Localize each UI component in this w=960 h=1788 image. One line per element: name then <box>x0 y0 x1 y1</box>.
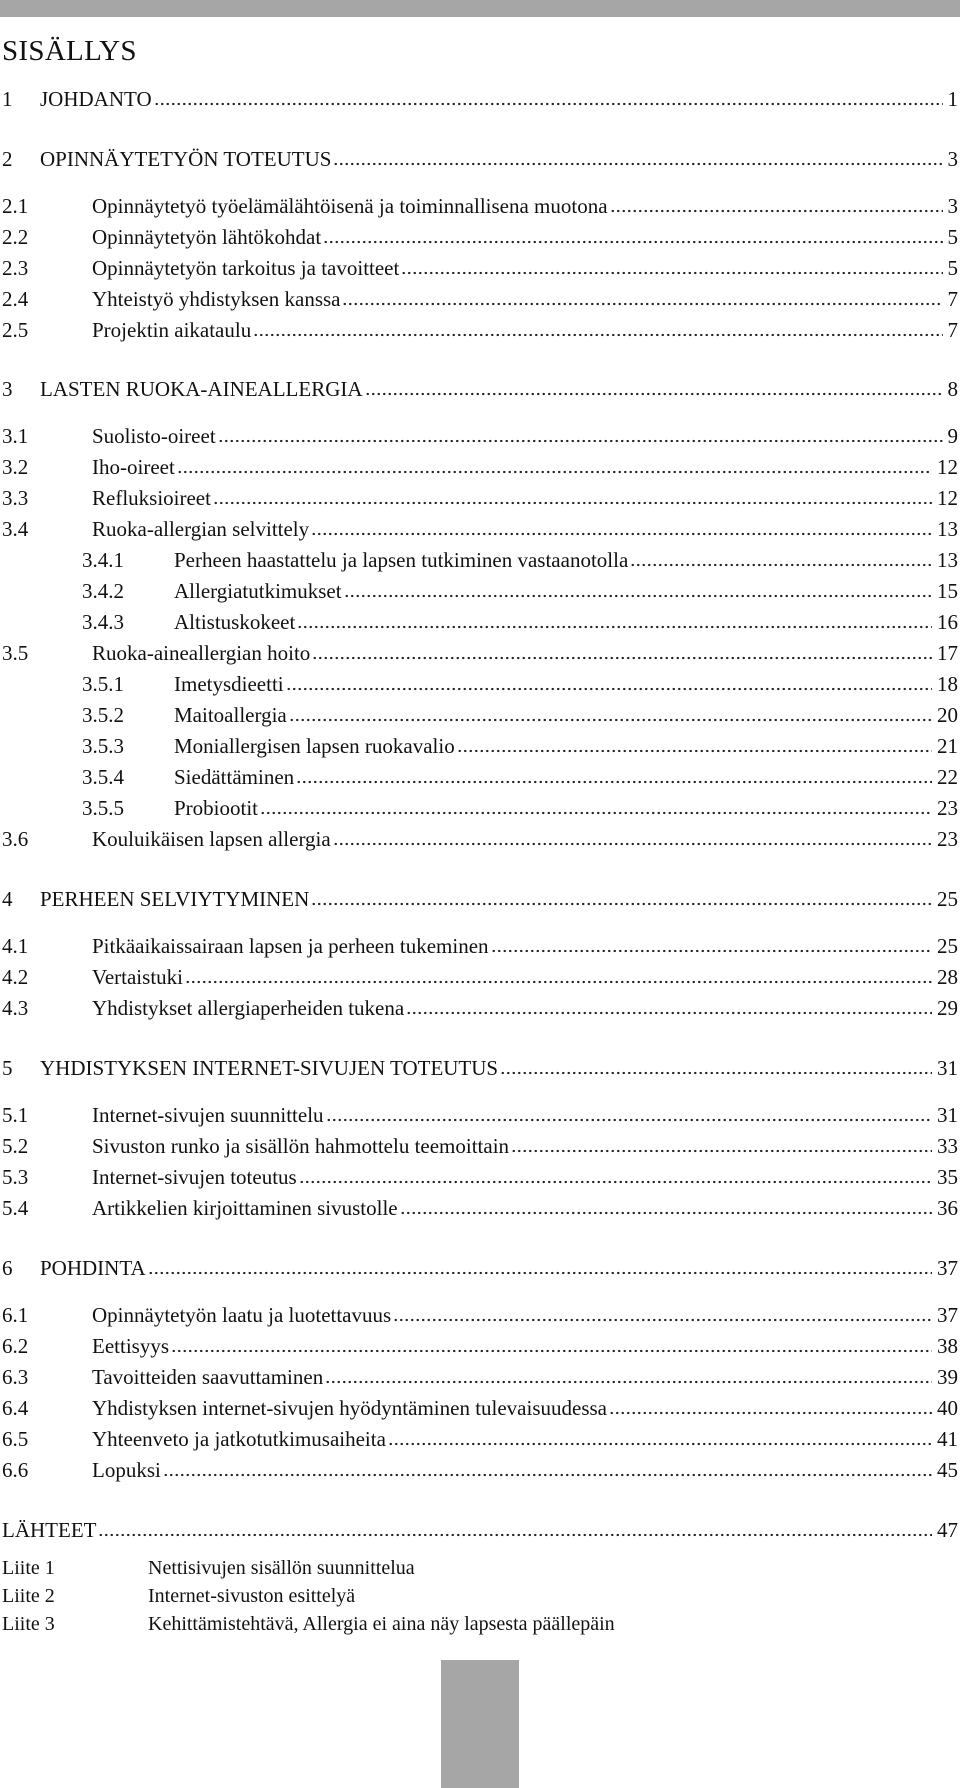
toc-entry-title: Artikkelien kirjoittaminen sivustolle <box>92 1196 398 1220</box>
toc-entry-page: 37 <box>937 1303 958 1327</box>
toc-entry-title: Internet-sivujen suunnittelu <box>92 1103 324 1127</box>
toc-dot-leader <box>185 962 932 984</box>
toc-entry[interactable] <box>0 253 958 283</box>
toc-entry-number: 3.4.1 <box>82 548 124 572</box>
toc-dot-leader <box>163 1455 932 1477</box>
toc-entry-page: 23 <box>937 827 958 851</box>
toc-dot-leader <box>610 191 943 213</box>
toc-entry[interactable] <box>0 762 958 792</box>
toc-dot-leader <box>311 884 932 906</box>
toc-entry-number: 3.5.2 <box>82 703 124 727</box>
toc-entry-number: 6.3 <box>2 1365 29 1389</box>
attachment-title: Nettisivujen sisällön suunnittelua <box>148 1557 415 1579</box>
toc-entry-title: Moniallergisen lapsen ruokavalio <box>174 734 455 758</box>
toc-entry[interactable] <box>0 884 958 914</box>
toc-entry[interactable] <box>0 1053 958 1083</box>
toc-entry-page: 40 <box>937 1396 958 1420</box>
toc-entry[interactable] <box>0 144 958 174</box>
toc-entry-page: 3 <box>947 147 958 171</box>
toc-entry-page: 25 <box>937 934 958 958</box>
toc-entry-title: Iho-oireet <box>92 455 175 479</box>
toc-entry[interactable] <box>0 452 958 482</box>
toc-entry-title: PERHEEN SELVIYTYMINEN <box>40 887 310 911</box>
toc-entry[interactable] <box>0 222 958 252</box>
toc-entry[interactable] <box>0 374 958 404</box>
toc-entry-title: POHDINTA <box>40 1256 146 1280</box>
toc-dot-leader <box>491 931 932 953</box>
toc-entry-title: Ruoka-allergian selvittely <box>92 517 310 541</box>
toc-entry-title: Siedättäminen <box>174 765 295 789</box>
toc-entry-page: 3 <box>947 194 958 218</box>
toc-entry-page: 5 <box>947 225 958 249</box>
attachment-title: Internet-sivuston esittelyä <box>148 1585 356 1607</box>
toc-dot-leader <box>286 669 932 691</box>
toc-entry-title: Sivuston runko ja sisällön hahmottelu teemoittain <box>92 1134 510 1158</box>
toc-entry-number: 6.6 <box>2 1458 29 1482</box>
toc-entry-page: 17 <box>937 641 958 665</box>
toc-entry-title: Yhteenveto ja jatkotutkimusaiheita <box>92 1427 386 1451</box>
toc-entry[interactable] <box>0 421 958 451</box>
toc-entry-number: 5 <box>2 1056 13 1080</box>
toc-entry-page: 5 <box>947 256 958 280</box>
attachment-label: Liite 3 <box>2 1613 55 1635</box>
toc-entry-title: LASTEN RUOKA-AINEALLERGIA <box>40 377 363 401</box>
toc-entry-title: Yhdistykset allergiaperheiden tukena <box>92 996 405 1020</box>
toc-entry-title: Imetysdieetti <box>174 672 284 696</box>
toc-dot-leader <box>393 1300 932 1322</box>
toc-dot-leader <box>311 514 932 536</box>
toc-entry-title: Maitoallergia <box>174 703 287 727</box>
toc-dot-leader <box>323 222 942 244</box>
toc-entry-number: 2.5 <box>2 318 29 342</box>
toc-entry-page: 33 <box>937 1134 958 1158</box>
toc-entry[interactable] <box>0 993 958 1023</box>
toc-entry-title: Eettisyys <box>92 1334 169 1358</box>
toc-entry[interactable] <box>0 638 958 668</box>
toc-entry-title: Tavoitteiden saavuttaminen <box>92 1365 324 1389</box>
toc-dot-leader <box>400 1193 932 1215</box>
toc-entry-number: 3.4 <box>2 517 29 541</box>
toc-entry[interactable] <box>0 700 958 730</box>
toc-entry-title: Suolisto-oireet <box>92 424 216 448</box>
toc-entry-number: 2.1 <box>2 194 29 218</box>
attachment-title: Kehittämistehtävä, Allergia ei aina näy lapsesta päällepäin <box>148 1613 615 1635</box>
toc-entry-page: 45 <box>937 1458 958 1482</box>
toc-dot-leader <box>511 1131 932 1153</box>
toc-entry-page: 15 <box>937 579 958 603</box>
toc-dot-leader <box>177 452 932 474</box>
toc-entry-title: Probiootit <box>174 796 259 820</box>
toc-entry[interactable] <box>0 731 958 761</box>
toc-dot-leader <box>457 731 932 753</box>
toc-entry-title: Opinnäytetyön lähtökohdat <box>92 225 322 249</box>
toc-entry-number: 2.3 <box>2 256 29 280</box>
toc-entry[interactable] <box>0 545 958 575</box>
toc-entry-number: 6.5 <box>2 1427 29 1451</box>
toc-entry-title: Pitkäaikaissairaan lapsen ja perheen tukeminen <box>92 934 489 958</box>
toc-entry-number: 6.4 <box>2 1396 29 1420</box>
toc-entry-number: 6.1 <box>2 1303 29 1327</box>
toc-entry-number: 4.2 <box>2 965 29 989</box>
toc-entry[interactable] <box>0 1300 958 1330</box>
toc-entry-page: 37 <box>937 1256 958 1280</box>
toc-entry[interactable] <box>0 607 958 637</box>
toc-entry[interactable] <box>0 1362 958 1392</box>
toc-dot-leader <box>289 700 932 722</box>
toc-entry-number: 6.2 <box>2 1334 29 1358</box>
toc-entry-page: 8 <box>947 377 958 401</box>
toc-entry-number: 6 <box>2 1256 13 1280</box>
toc-dot-leader <box>500 1053 932 1075</box>
attachment-item <box>2 1554 415 1582</box>
toc-entry[interactable] <box>0 793 958 823</box>
toc-dot-leader <box>333 144 942 166</box>
attachment-label: Liite 1 <box>2 1557 55 1579</box>
toc-entry-title: Opinnäytetyön laatu ja luotettavuus <box>92 1303 392 1327</box>
toc-entry-number: 3.5.3 <box>82 734 124 758</box>
attachment-label: Liite 2 <box>2 1585 55 1607</box>
toc-entry-title: Projektin aikataulu <box>92 318 252 342</box>
toc-entry-number: 5.1 <box>2 1103 29 1127</box>
toc-entry-number: 3.5.5 <box>82 796 124 820</box>
toc-entry[interactable] <box>0 1253 958 1283</box>
toc-entry-number: 3.6 <box>2 827 29 851</box>
attachment-item <box>2 1582 355 1610</box>
toc-entry-title: Yhdistyksen internet-sivujen hyödyntäminen tulevaisuudessa <box>92 1396 607 1420</box>
toc-entry[interactable] <box>0 1424 958 1454</box>
toc-entry[interactable] <box>0 669 958 699</box>
toc-entry-page: 28 <box>937 965 958 989</box>
toc-dot-leader <box>344 576 932 598</box>
toc-dot-leader <box>218 421 943 443</box>
toc-entry-title: Vertaistuki <box>92 965 183 989</box>
toc-entry-title: Opinnäytetyön tarkoitus ja tavoitteet <box>92 256 400 280</box>
toc-entry[interactable] <box>0 84 958 114</box>
toc-dot-leader <box>98 1515 932 1537</box>
toc-dot-leader <box>630 545 932 567</box>
header-bar <box>0 0 960 17</box>
toc-entry-number: 4.3 <box>2 996 29 1020</box>
toc-entry-page: 7 <box>947 287 958 311</box>
toc-dot-leader <box>312 638 932 660</box>
page-title: SISÄLLYS <box>2 35 137 67</box>
toc-entry[interactable] <box>0 191 958 221</box>
toc-dot-leader <box>253 315 942 337</box>
toc-entry-title: Refluksioireet <box>92 486 211 510</box>
toc-dot-leader <box>148 1253 932 1275</box>
toc-entry[interactable] <box>0 1455 958 1485</box>
toc-entry[interactable] <box>0 1100 958 1130</box>
toc-entry-page: 22 <box>937 765 958 789</box>
toc-entry-number: 3.3 <box>2 486 29 510</box>
toc-entry-number: 2 <box>2 147 13 171</box>
toc-entry[interactable] <box>0 315 958 345</box>
toc-entry-title: OPINNÄYTETYÖN TOTEUTUS <box>40 147 332 171</box>
toc-entry-title: Perheen haastattelu ja lapsen tutkiminen vastaanotolla <box>174 548 629 572</box>
toc-dot-leader <box>297 607 932 629</box>
toc-entry[interactable] <box>0 284 958 314</box>
toc-entry-number: 2.4 <box>2 287 29 311</box>
toc-entry-title: JOHDANTO <box>40 87 152 111</box>
toc-entry-page: 35 <box>937 1165 958 1189</box>
toc-dot-leader <box>296 762 932 784</box>
toc-entry-number: 5.3 <box>2 1165 29 1189</box>
toc-dot-leader <box>609 1393 932 1415</box>
toc-entry-number: 3.5 <box>2 641 29 665</box>
toc-entry-number: 4 <box>2 887 13 911</box>
toc-dot-leader <box>213 483 932 505</box>
toc-dot-leader <box>154 84 943 106</box>
toc-entry-number: 3.1 <box>2 424 29 448</box>
toc-entry-number: 3.4.3 <box>82 610 124 634</box>
toc-dot-leader <box>388 1424 932 1446</box>
toc-entry[interactable] <box>0 514 958 544</box>
toc-entry-title: YHDISTYKSEN INTERNET-SIVUJEN TOTEUTUS <box>40 1056 499 1080</box>
toc-entry[interactable] <box>0 1331 958 1361</box>
toc-entry[interactable] <box>0 962 958 992</box>
toc-entry[interactable] <box>0 483 958 513</box>
toc-entry-number: 2.2 <box>2 225 29 249</box>
toc-entry-page: 23 <box>937 796 958 820</box>
toc-entry-title: Altistuskokeet <box>174 610 296 634</box>
toc-entry-number: 1 <box>2 87 13 111</box>
toc-entry-number: 3.4.2 <box>82 579 124 603</box>
toc-entry-title: Allergiatutkimukset <box>174 579 342 603</box>
footer-block <box>441 1660 519 1788</box>
toc-entry-page: 31 <box>937 1056 958 1080</box>
toc-entry[interactable] <box>0 1193 958 1223</box>
toc-dot-leader <box>406 993 932 1015</box>
toc-entry-page: 21 <box>937 734 958 758</box>
toc-entry[interactable] <box>0 1515 958 1545</box>
toc-entry-number: 3.5.1 <box>82 672 124 696</box>
toc-entry-page: 12 <box>937 486 958 510</box>
toc-entry[interactable] <box>0 824 958 854</box>
toc-dot-leader <box>260 793 932 815</box>
toc-entry-title: Ruoka-aineallergian hoito <box>92 641 311 665</box>
toc-entry[interactable] <box>0 1131 958 1161</box>
toc-dot-leader <box>325 1362 932 1384</box>
toc-dot-leader <box>401 253 942 275</box>
toc-entry-title: Lopuksi <box>92 1458 161 1482</box>
toc-entry-title: Internet-sivujen toteutus <box>92 1165 297 1189</box>
toc-entry-page: 13 <box>937 548 958 572</box>
toc-entry-page: 13 <box>937 517 958 541</box>
toc-entry-page: 7 <box>947 318 958 342</box>
toc-entry-page: 12 <box>937 455 958 479</box>
toc-entry[interactable] <box>0 1393 958 1423</box>
toc-entry-page: 39 <box>937 1365 958 1389</box>
attachment-item <box>2 1610 615 1638</box>
toc-entry[interactable] <box>0 1162 958 1192</box>
toc-entry-page: 1 <box>947 87 958 111</box>
toc-entry-number: 3.2 <box>2 455 29 479</box>
toc-entry-title: LÄHTEET <box>2 1518 97 1542</box>
toc-entry-page: 31 <box>937 1103 958 1127</box>
toc-entry-number: 4.1 <box>2 934 29 958</box>
toc-entry-page: 41 <box>937 1427 958 1451</box>
toc-entry[interactable] <box>0 576 958 606</box>
toc-entry-page: 36 <box>937 1196 958 1220</box>
toc-entry-page: 47 <box>937 1518 958 1542</box>
toc-entry-page: 29 <box>937 996 958 1020</box>
toc-dot-leader <box>326 1100 932 1122</box>
toc-entry-page: 25 <box>937 887 958 911</box>
toc-entry-title: Opinnäytetyö työelämälähtöisenä ja toiminnallisena muotona <box>92 194 608 218</box>
toc-entry-title: Yhteistyö yhdistyksen kanssa <box>92 287 341 311</box>
toc-dot-leader <box>342 284 942 306</box>
toc-entry-title: Kouluikäisen lapsen allergia <box>92 827 331 851</box>
toc-dot-leader <box>171 1331 932 1353</box>
toc-entry-page: 9 <box>947 424 958 448</box>
toc-entry-page: 16 <box>937 610 958 634</box>
toc-entry-number: 5.4 <box>2 1196 29 1220</box>
toc-entry-page: 18 <box>937 672 958 696</box>
toc-entry-page: 20 <box>937 703 958 727</box>
toc-dot-leader <box>365 374 943 396</box>
toc-entry[interactable] <box>0 931 958 961</box>
toc-entry-number: 5.2 <box>2 1134 29 1158</box>
toc-entry-number: 3 <box>2 377 13 401</box>
toc-dot-leader <box>333 824 932 846</box>
toc-entry-number: 3.5.4 <box>82 765 124 789</box>
toc-dot-leader <box>299 1162 932 1184</box>
toc-entry-page: 38 <box>937 1334 958 1358</box>
